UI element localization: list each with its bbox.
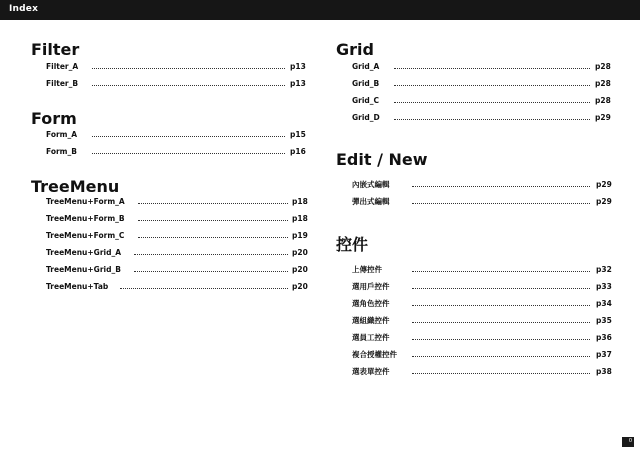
dot-leader bbox=[412, 186, 590, 187]
dot-leader bbox=[92, 136, 285, 137]
toc-entry-grid-c[interactable] bbox=[352, 95, 612, 107]
toc-entry-label: Grid_D bbox=[352, 113, 380, 122]
toc-entry-label: Grid_A bbox=[352, 62, 380, 71]
toc-entry-page: p35 bbox=[596, 316, 612, 325]
toc-entry-page: p20 bbox=[292, 282, 308, 291]
toc-entry-label: 選角色控件 bbox=[352, 299, 390, 308]
toc-entry-form-b[interactable] bbox=[46, 146, 305, 158]
toc-entry-page: p29 bbox=[596, 197, 612, 206]
toc-entry-label: 彈出式編輯 bbox=[352, 197, 390, 206]
toc-entry-label: Filter_B bbox=[46, 79, 79, 88]
section-title-edit-new: Edit / New bbox=[336, 150, 428, 169]
toc-entry-upload-control[interactable] bbox=[352, 264, 612, 276]
section-title-form: Form bbox=[31, 109, 77, 128]
toc-entry-filter-a[interactable] bbox=[46, 61, 305, 73]
dot-leader bbox=[138, 237, 288, 238]
toc-entry-treemenu-grid-b[interactable] bbox=[46, 264, 308, 276]
toc-entry-page: p33 bbox=[596, 282, 612, 291]
dot-leader bbox=[412, 322, 590, 323]
toc-entry-form-picker[interactable] bbox=[352, 366, 612, 378]
dot-leader bbox=[412, 339, 590, 340]
page-number-tab bbox=[622, 437, 634, 447]
toc-entry-page: p29 bbox=[595, 113, 611, 122]
dot-leader bbox=[92, 153, 285, 154]
toc-entry-page: p19 bbox=[292, 231, 308, 240]
toc-entry-label: TreeMenu+Grid_B bbox=[46, 265, 121, 274]
toc-entry-label: TreeMenu+Grid_A bbox=[46, 248, 122, 257]
dot-leader bbox=[412, 288, 590, 289]
dot-leader bbox=[394, 102, 590, 103]
toc-entry-label: Form_A bbox=[46, 130, 78, 139]
toc-entry-label: 複合授權控件 bbox=[352, 350, 397, 359]
dot-leader bbox=[412, 305, 590, 306]
dot-leader bbox=[134, 254, 288, 255]
toc-entry-popup-edit[interactable] bbox=[352, 196, 612, 208]
toc-entry-page: p20 bbox=[292, 265, 308, 274]
header-title: Index bbox=[9, 4, 39, 14]
toc-entry-treemenu-tab[interactable] bbox=[46, 281, 308, 293]
toc-entry-treemenu-form-c[interactable] bbox=[46, 230, 308, 242]
toc-entry-treemenu-form-b[interactable] bbox=[46, 213, 308, 225]
toc-entry-label: TreeMenu+Form_C bbox=[46, 231, 125, 240]
dot-leader bbox=[120, 288, 288, 289]
toc-entry-treemenu-grid-a[interactable] bbox=[46, 247, 308, 259]
section-title-grid: Grid bbox=[336, 40, 374, 59]
toc-entry-page: p16 bbox=[290, 147, 306, 156]
header-bar bbox=[0, 0, 640, 20]
toc-entry-role-picker[interactable] bbox=[352, 298, 612, 310]
toc-entry-user-picker[interactable] bbox=[352, 281, 612, 293]
toc-entry-page: p18 bbox=[292, 197, 308, 206]
toc-entry-page: p34 bbox=[596, 299, 612, 308]
dot-leader bbox=[394, 119, 590, 120]
toc-entry-label: 選員工控件 bbox=[352, 333, 390, 342]
toc-entry-page: p18 bbox=[292, 214, 308, 223]
toc-entry-compound-auth[interactable] bbox=[352, 349, 612, 361]
toc-entry-grid-b[interactable] bbox=[352, 78, 612, 90]
toc-entry-label: Filter_A bbox=[46, 62, 79, 71]
toc-entry-employee-picker[interactable] bbox=[352, 332, 612, 344]
toc-entry-label: 內嵌式編輯 bbox=[352, 180, 390, 189]
toc-entry-label: 上傳控件 bbox=[352, 265, 382, 274]
dot-leader bbox=[412, 356, 590, 357]
toc-entry-page: p29 bbox=[596, 180, 612, 189]
toc-entry-label: 選用戶控件 bbox=[352, 282, 390, 291]
toc-entry-label: Form_B bbox=[46, 147, 77, 156]
toc-entry-page: p28 bbox=[595, 96, 611, 105]
toc-entry-page: p38 bbox=[596, 367, 612, 376]
dot-leader bbox=[92, 68, 285, 69]
toc-entry-label: 選組織控件 bbox=[352, 316, 390, 325]
section-title-treemenu: TreeMenu bbox=[31, 177, 120, 196]
toc-entry-filter-b[interactable] bbox=[46, 78, 305, 90]
toc-entry-label: TreeMenu+Form_B bbox=[46, 214, 125, 223]
toc-entry-label: TreeMenu+Tab bbox=[46, 282, 109, 291]
toc-entry-label: Grid_C bbox=[352, 96, 380, 105]
dot-leader bbox=[92, 85, 285, 86]
dot-leader bbox=[394, 85, 590, 86]
toc-entry-page: p28 bbox=[595, 79, 611, 88]
toc-entry-org-picker[interactable] bbox=[352, 315, 612, 327]
dot-leader bbox=[412, 271, 590, 272]
section-title-controls: 控件 bbox=[336, 235, 369, 254]
toc-entry-page: p37 bbox=[596, 350, 612, 359]
dot-leader bbox=[134, 271, 288, 272]
toc-entry-page: p13 bbox=[290, 62, 306, 71]
dot-leader bbox=[412, 203, 590, 204]
toc-entry-inline-edit[interactable] bbox=[352, 179, 612, 191]
toc-entry-label: TreeMenu+Form_A bbox=[46, 197, 125, 206]
toc-entry-page: p13 bbox=[290, 79, 306, 88]
toc-entry-grid-a[interactable] bbox=[352, 61, 612, 73]
toc-entry-page: p20 bbox=[292, 248, 308, 257]
page-number: 0 bbox=[628, 438, 632, 444]
toc-entry-page: p32 bbox=[596, 265, 612, 274]
toc-entry-treemenu-form-a[interactable] bbox=[46, 196, 308, 208]
toc-entry-page: p15 bbox=[290, 130, 306, 139]
dot-leader bbox=[394, 68, 590, 69]
toc-entry-form-a[interactable] bbox=[46, 129, 305, 141]
dot-leader bbox=[138, 220, 288, 221]
dot-leader bbox=[138, 203, 288, 204]
toc-entry-page: p28 bbox=[595, 62, 611, 71]
toc-entry-label: 選表單控件 bbox=[352, 367, 390, 376]
section-title-filter: Filter bbox=[31, 40, 80, 59]
toc-entry-grid-d[interactable] bbox=[352, 112, 612, 124]
toc-entry-page: p36 bbox=[596, 333, 612, 342]
dot-leader bbox=[412, 373, 590, 374]
toc-entry-label: Grid_B bbox=[352, 79, 380, 88]
